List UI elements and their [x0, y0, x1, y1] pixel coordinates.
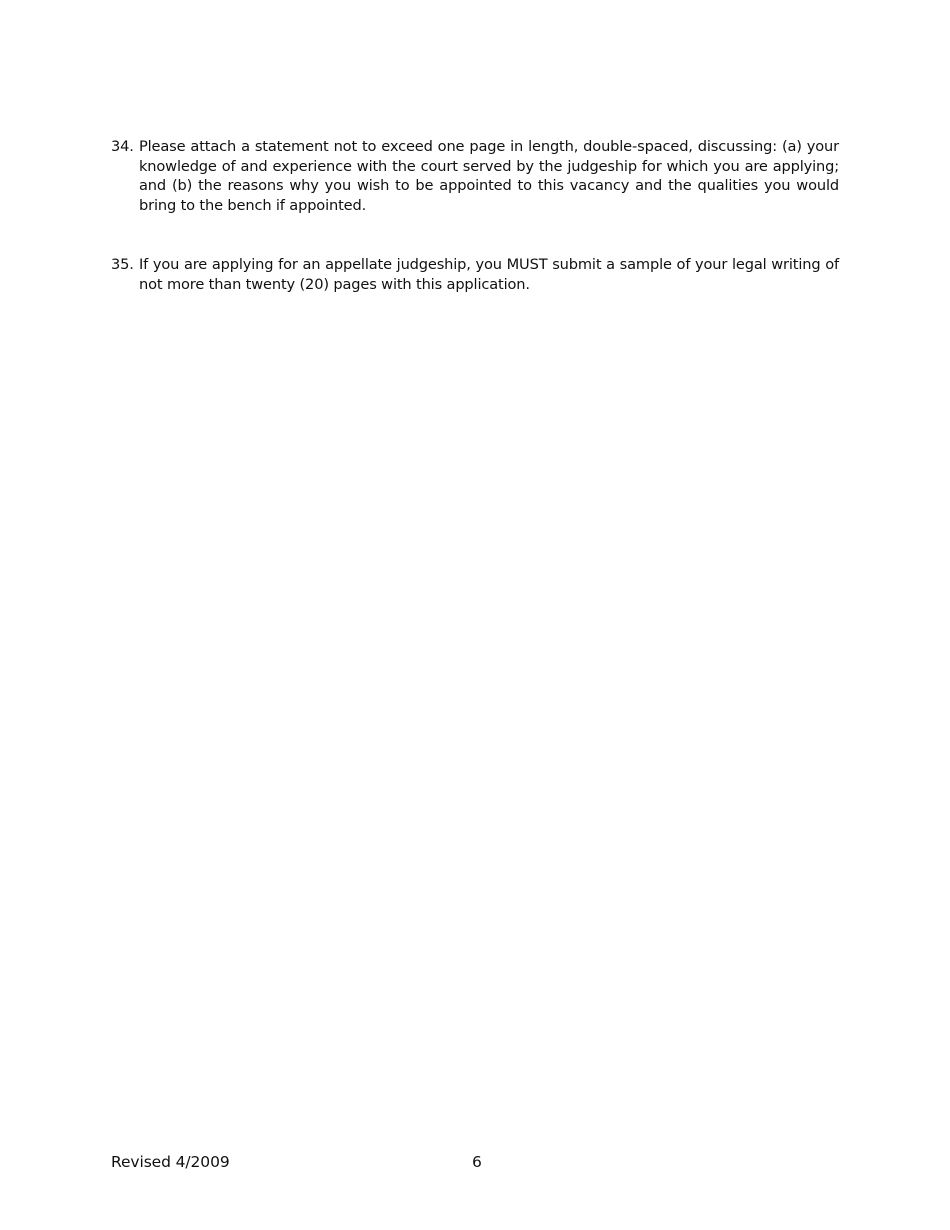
footer-revision-date: Revised 4/2009 [111, 1153, 230, 1171]
question-text: Please attach a statement not to exceed one page in length, double-spaced, discussing: (a) your knowledge of and experience with the court served by the judgeship for which you are applying; and (b) the reasons why you wish to be appointed to this vacancy and the qualities you would bring to the bench if appointed. [139, 138, 839, 214]
question-number: 34. [111, 138, 134, 155]
question-number: 35. [111, 256, 134, 273]
footer-page-number: 6 [472, 1153, 482, 1171]
question-item-34 [111, 137, 839, 215]
question-text: If you are applying for an appellate judgeship, you MUST submit a sample of your legal writing of not more than twenty (20) pages with this application. [139, 256, 839, 293]
question-item-35 [111, 255, 839, 294]
